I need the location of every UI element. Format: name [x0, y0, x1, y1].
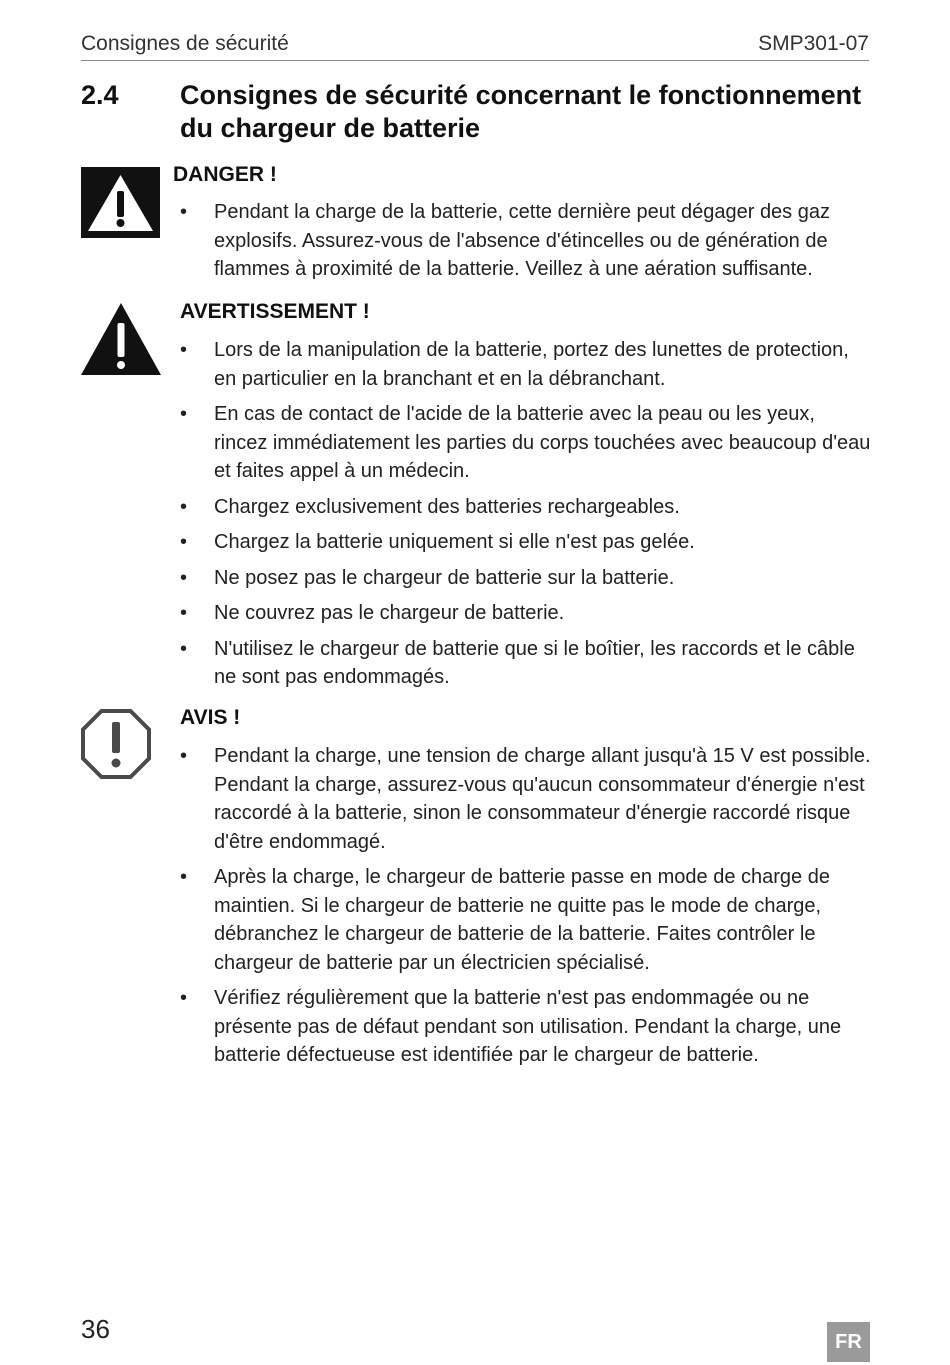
language-badge: FR: [827, 1322, 870, 1362]
section-number: 2.4: [81, 80, 119, 110]
notice-list: [180, 742, 872, 1077]
bullet-icon: •: [180, 531, 188, 553]
list-item-text: Vérifiez régulièrement que la batterie n'est pas endommagée ou ne présente pas de défaut pendant son utilisation. Pendant la charge, une batterie défectueuse est identifiée par le chargeur de batterie.: [214, 987, 842, 1066]
danger-title: DANGER !: [173, 163, 277, 186]
bullet-icon: •: [180, 602, 188, 624]
list-item: [180, 198, 872, 284]
bullet-icon: •: [180, 403, 188, 425]
list-item: [180, 564, 872, 593]
list-item: [180, 400, 872, 486]
list-item: [180, 863, 872, 977]
page-number: 36: [81, 1314, 110, 1344]
list-item: [180, 493, 872, 522]
bullet-icon: •: [180, 495, 188, 518]
list-item-text: En cas de contact de l'acide de la batterie avec la peau ou les yeux, rincez immédiatement les parties du corps touchées avec beaucoup d'eau et faites appel à un médecin.: [214, 403, 871, 482]
danger-list: [180, 198, 872, 291]
list-item: [180, 635, 872, 692]
list-item: [180, 742, 872, 856]
warning-title: AVERTISSEMENT !: [180, 300, 370, 323]
header-chapter: Consignes de sécurité: [81, 32, 289, 55]
header-model: SMP301-07: [758, 32, 869, 55]
list-item: [180, 528, 872, 557]
list-item-text: Chargez la batterie uniquement si elle n'est pas gelée.: [214, 531, 695, 553]
list-item-text: Ne posez pas le chargeur de batterie sur la batterie.: [214, 566, 675, 589]
list-item: [180, 336, 872, 393]
list-item: [180, 599, 872, 628]
page-header: [81, 30, 869, 61]
bullet-icon: •: [180, 637, 188, 660]
list-item: [180, 984, 872, 1070]
notice-octagon-icon: [81, 709, 151, 779]
notice-title: AVIS !: [180, 706, 241, 729]
list-item-text: N'utilisez le chargeur de batterie que si le boîtier, les raccords et le câble ne sont pas endommagés.: [214, 637, 855, 688]
warning-sign-boxed-icon: [81, 167, 160, 238]
warning-list: [180, 336, 872, 699]
bullet-icon: •: [180, 866, 188, 888]
list-item-text: Pendant la charge, une tension de charge allant jusqu'à 15 V est possible. Pendant la charge, assurez-vous qu'aucun consommateur d'énergie n'est raccordé à la batterie, sinon le consommateur d'énergie raccordé risque d'être endommagé.: [214, 745, 871, 853]
bullet-icon: •: [180, 987, 188, 1009]
list-item-text: Pendant la charge de la batterie, cette dernière peut dégager des gaz explosifs. Assurez-vous de l'absence d'étincelles ou de génération de flammes à proximité de la batterie. Veillez à une aération suffisante.: [214, 201, 830, 280]
list-item-text: Ne couvrez pas le chargeur de batterie.: [214, 602, 565, 624]
list-item-text: Lors de la manipulation de la batterie, portez des lunettes de protection, en particulier en la branchant et en la débranchant.: [214, 339, 849, 390]
bullet-icon: •: [180, 745, 188, 767]
bullet-icon: •: [180, 566, 188, 589]
section-title: Consignes de sécurité concernant le fonctionnement du chargeur de batterie: [180, 80, 862, 143]
bullet-icon: •: [180, 339, 188, 361]
warning-triangle-icon: [81, 303, 161, 375]
list-item-text: Après la charge, le chargeur de batterie passe en mode de charge de maintien. Si le chargeur de batterie ne quitte pas le mode de charge, débranchez le chargeur de batterie de la batterie. Faites contrôler le chargeur de batterie par un électricien spécialisé.: [214, 866, 830, 974]
list-item-text: Chargez exclusivement des batteries rechargeables.: [214, 495, 680, 518]
bullet-icon: •: [180, 201, 188, 223]
